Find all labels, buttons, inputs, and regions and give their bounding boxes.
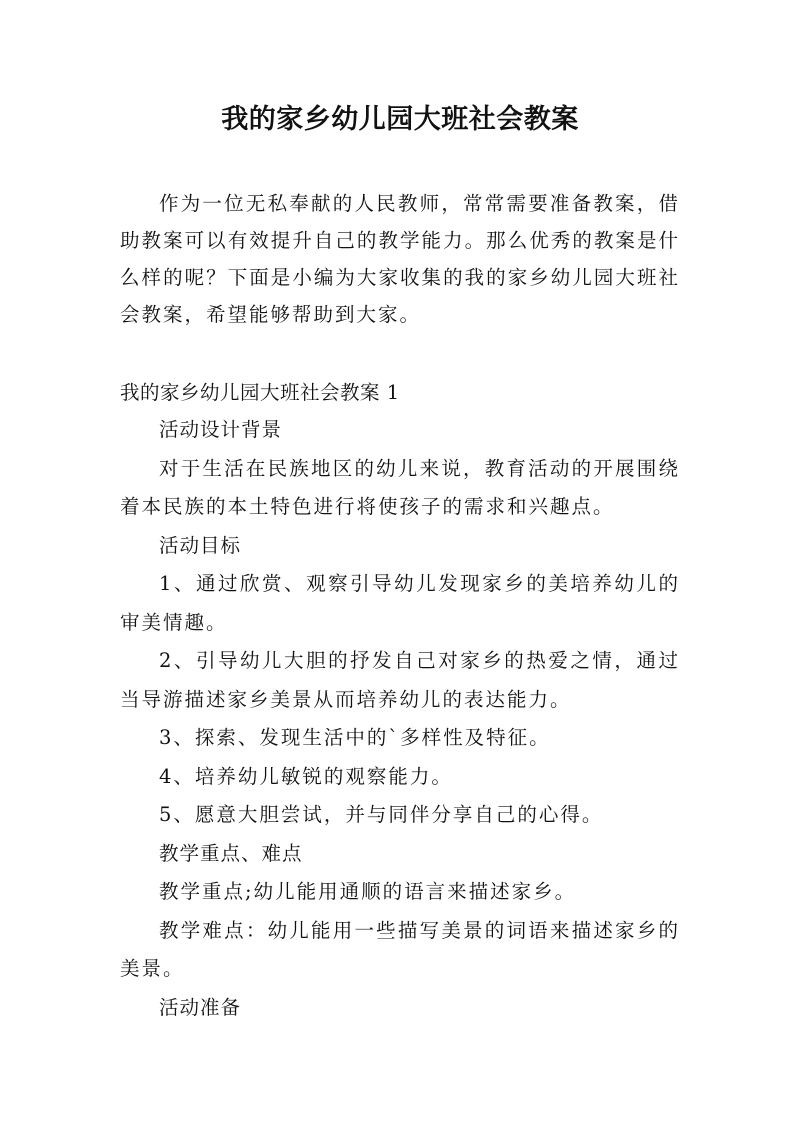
heading-activity-preparation: 活动准备 bbox=[159, 995, 242, 1019]
paragraph-difficult-point: 教学难点：幼儿能用一些描写美景的词语来描述家乡的美景。 bbox=[120, 918, 680, 980]
goal-item-1: 1、通过欣赏、观察引导幼儿发现家乡的美培养幼儿的审美情趣。 bbox=[120, 572, 680, 634]
section-title: 我的家乡幼儿园大班社会教案 1 bbox=[120, 381, 400, 404]
goal-item-5: 5、愿意大胆尝试，并与同伴分享自己的心得。 bbox=[159, 803, 604, 826]
heading-key-points: 教学重点、难点 bbox=[159, 841, 303, 865]
heading-activity-background: 活动设计背景 bbox=[159, 418, 283, 441]
goal-item-3: 3、探索、发现生活中的`多样性及特征。 bbox=[159, 726, 551, 749]
document-title: 我的家乡幼儿园大班社会教案 bbox=[221, 104, 579, 135]
goal-item-2: 2、引导幼儿大胆的抒发自己对家乡的热爱之情，通过当导游描述家乡美景从而培养幼儿的表达能力。 bbox=[120, 649, 680, 711]
goal-item-4: 4、培养幼儿敏锐的观察能力。 bbox=[159, 764, 453, 788]
intro-paragraph: 作为一位无私奉献的人民教师，常常需要准备教案，借助教案可以有效提升自己的教学能力。那么优秀的教案是什么样的呢？下面是小编为大家收集的我的家乡幼儿园大班社会教案，希望能够帮助到大家。 bbox=[120, 192, 680, 326]
heading-activity-goals: 活动目标 bbox=[159, 533, 242, 557]
paragraph-key-point: 教学重点;幼儿能用通顺的语言来描述家乡。 bbox=[159, 880, 577, 903]
paragraph-background: 对于生活在民族地区的幼儿来说，教育活动的开展围绕着本民族的本土特色进行将使孩子的需求和兴趣点。 bbox=[120, 456, 680, 518]
